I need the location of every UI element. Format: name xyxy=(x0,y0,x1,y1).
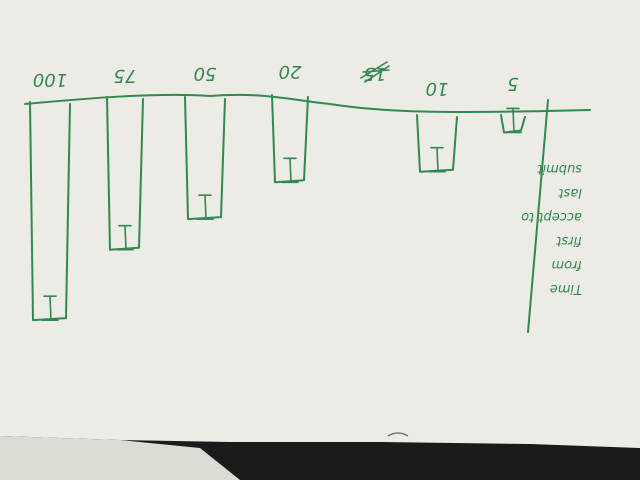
tick-label-10: 10 xyxy=(425,78,449,99)
tick-label-15: 15 xyxy=(363,63,387,84)
annotation-line-2: from xyxy=(551,257,582,272)
tick-label-50: 50 xyxy=(193,63,217,84)
paper-under xyxy=(0,436,240,480)
tick-label-5: 5 xyxy=(507,73,519,94)
annotation-line-5: last xyxy=(558,185,582,200)
annotation-line-1: Time xyxy=(549,281,582,296)
annotation-line-3: first xyxy=(556,233,582,248)
tick-label-75: 75 xyxy=(113,65,137,86)
annotation-line-4: accept to xyxy=(521,209,582,224)
annotation-line-6: submit xyxy=(537,161,582,176)
tick-label-20: 20 xyxy=(278,61,302,82)
tick-label-100: 100 xyxy=(32,69,68,90)
